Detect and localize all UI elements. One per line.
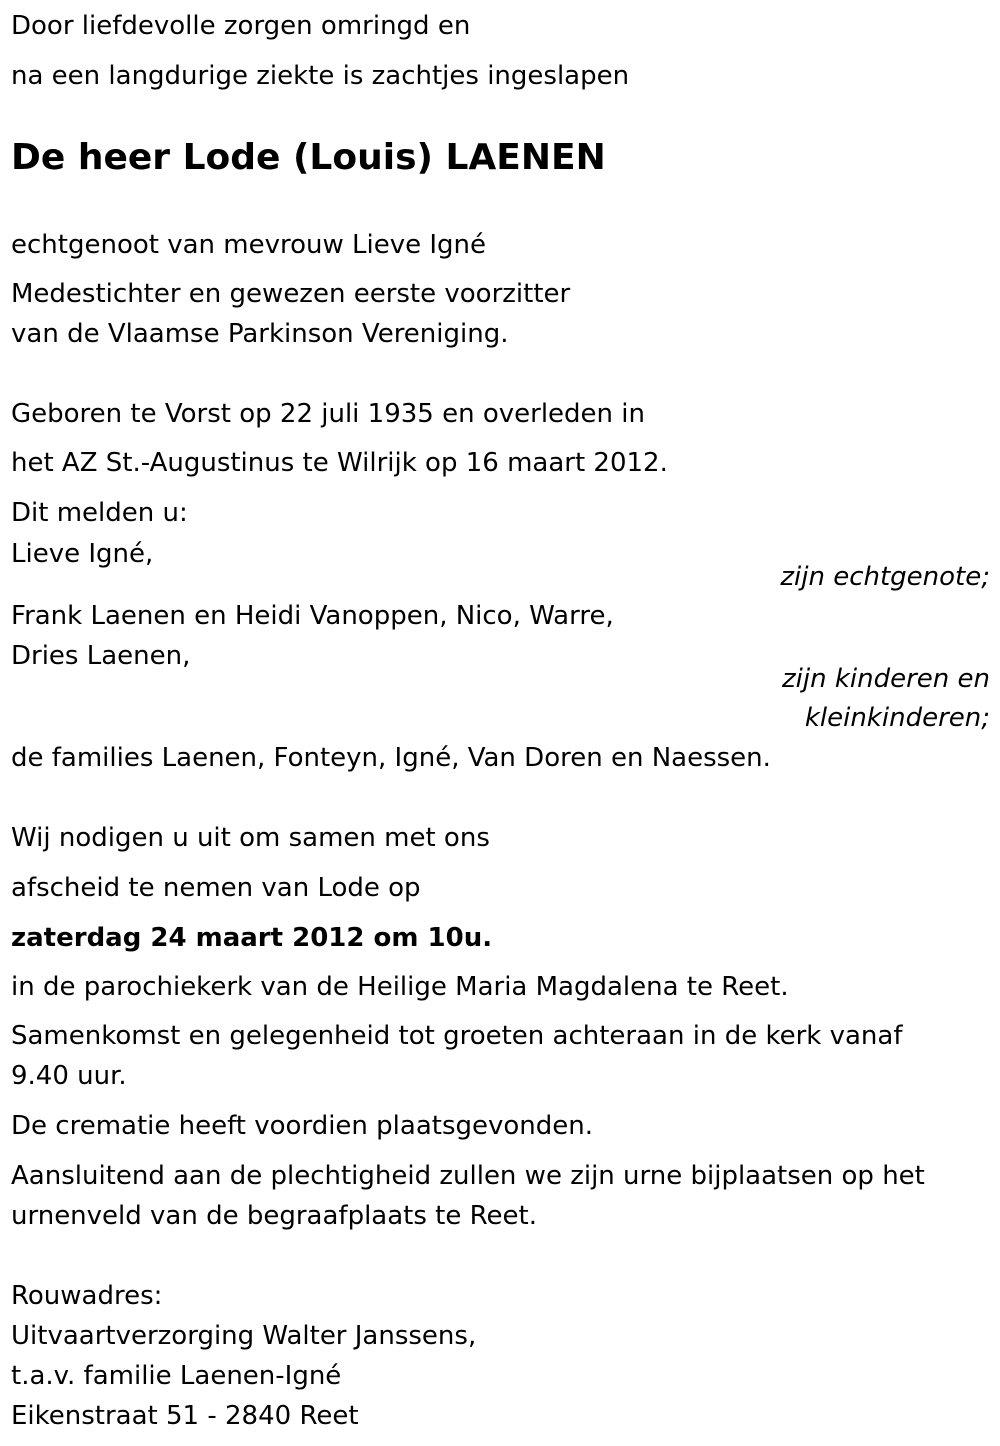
spouse-name: Lieve Igné, [11,539,154,569]
address-line-1: Uitvaartverzorging Walter Janssens, [11,1321,477,1351]
announcement-header: Dit melden u: [11,498,188,528]
founder-line-1: Medestichter en gewezen eerste voorzitter [11,279,571,309]
urn-line-2: urnenveld van de begraafplaats te Reet. [11,1201,537,1231]
ceremony-location: in de parochiekerk van de Heilige Maria Magdalena te Reet. [11,972,789,1002]
address-line-3: Eikenstraat 51 - 2840 Reet [11,1401,359,1431]
gathering-line-1: Samenkomst en gelegenheid tot groeten achteraan in de kerk vanaf [11,1021,903,1051]
gathering-line-2: 9.40 uur. [11,1061,127,1091]
invite-line-2: afscheid te nemen van Lode op [11,873,421,903]
birth-death-line-1: Geboren te Vorst op 22 juli 1935 en overleden in [11,399,645,429]
intro-line-1: Door liefdevolle zorgen omringd en [11,11,471,41]
deceased-name: De heer Lode (Louis) LAENEN [11,137,606,178]
spouse-line: echtgenoot van mevrouw Lieve Igné [11,230,487,260]
children-line-2: Dries Laenen, [11,641,191,671]
intro-line-2: na een langdurige ziekte is zachtjes ingeslapen [11,61,630,91]
address-header: Rouwadres: [11,1281,163,1311]
cremation-line: De crematie heeft voordien plaatsgevonden. [11,1111,594,1141]
families-line: de families Laenen, Fonteyn, Igné, Van Doren en Naessen. [11,743,771,773]
spouse-role: zijn echtgenote; [780,562,990,592]
children-role-line-2: kleinkinderen; [804,703,990,733]
urn-line-1: Aansluitend aan de plechtigheid zullen we zijn urne bijplaatsen op het [11,1161,925,1191]
children-role-line-1: zijn kinderen en [782,664,990,694]
children-line-1: Frank Laenen en Heidi Vanoppen, Nico, Warre, [11,601,614,631]
ceremony-date-time: zaterdag 24 maart 2012 om 10u. [11,923,493,953]
birth-death-line-2: het AZ St.-Augustinus te Wilrijk op 16 maart 2012. [11,448,668,478]
founder-line-2: van de Vlaamse Parkinson Vereniging. [11,319,509,349]
invite-line-1: Wij nodigen u uit om samen met ons [11,823,490,853]
address-line-2: t.a.v. familie Laenen-Igné [11,1361,342,1391]
